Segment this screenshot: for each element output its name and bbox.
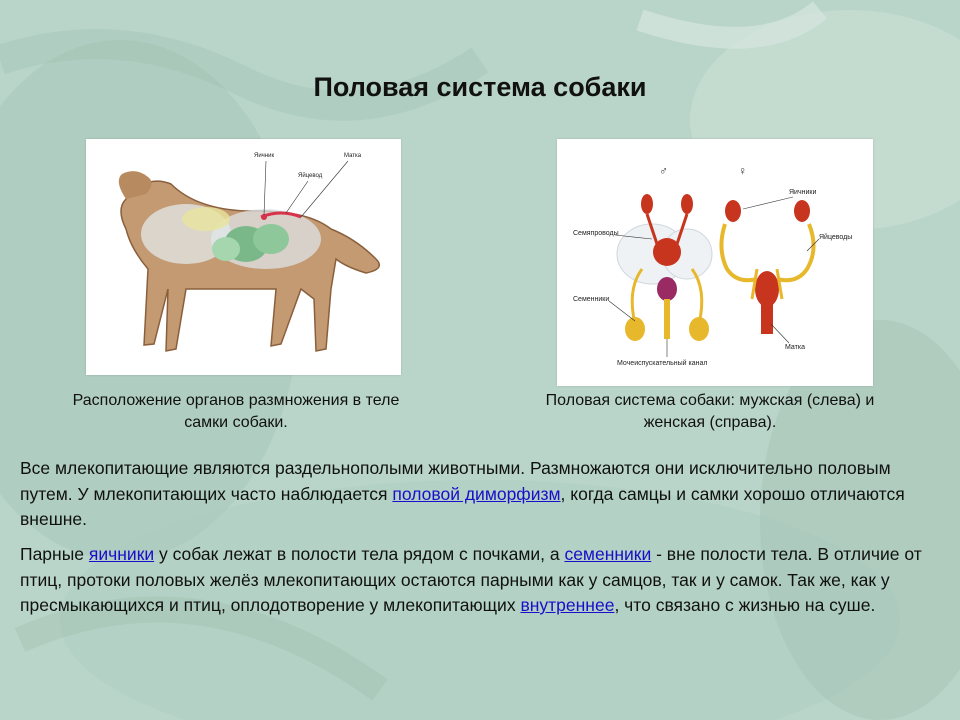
paragraph-dimorphism — [20, 456, 940, 533]
caption-left — [30, 390, 442, 434]
paragraph-reproductive-organs — [20, 542, 940, 619]
label-oviducts: Яйцеводы — [819, 234, 853, 241]
caption-right-line2: женская (справа). — [643, 414, 777, 431]
reproductive-system-image — [557, 139, 873, 386]
male-symbol: ♂ — [659, 164, 668, 178]
reproductive-system-figure — [557, 139, 873, 386]
caption-right — [500, 390, 920, 434]
label-ovaries: Яичники — [789, 189, 817, 196]
label-oviduct: Яйцевод — [298, 173, 323, 179]
paragraph2-text-a: Парные — [20, 544, 89, 564]
caption-left-line2: самки собаки. — [184, 414, 288, 431]
caption-left-line1: Расположение органов размножения в теле — [72, 392, 400, 409]
page-title: Половая система собаки — [313, 72, 647, 102]
label-urethra: Мочеиспускательный канал — [617, 360, 708, 367]
link-ovaries[interactable]: яичники — [88, 544, 155, 564]
link-sexual-dimorphism[interactable]: половой диморфизм — [392, 483, 561, 504]
label-uterus: Матка — [344, 153, 362, 159]
caption-right-line1: Половая система собаки: мужская (слева) и — [545, 392, 875, 409]
female-symbol: ♀ — [738, 164, 747, 178]
paragraph1-text-a: Все млекопитающие являются раздельнополыми животными. Размножаются они исключительно половым путем. У млекопитающих часто наблюдается — [20, 458, 891, 504]
label-testes: Семенники — [573, 296, 610, 303]
dog-anatomy-figure — [86, 139, 401, 375]
paragraph2-text-c: - вне полости тела. В отличие от птиц, протоки половых желёз млекопитающих остаются парными как у самцов, так и у самок. Так же, как у пресмыкающихся и птиц, оплодотворение у млекопитающих — [20, 544, 922, 615]
link-internal-fertilization[interactable]: внутреннее — [520, 595, 615, 615]
link-testes[interactable]: семенники — [564, 544, 652, 564]
paragraph1-text-b: , когда самцы и самки хорошо отличаются внешне. — [20, 483, 905, 529]
dog-anatomy-image — [86, 139, 401, 375]
label-vas-deferens: Семяпроводы — [573, 230, 619, 237]
label-ovary: Яичник — [254, 153, 275, 159]
paragraph2-text-b: у собак лежат в полости тела рядом с почками, а — [154, 544, 565, 564]
label-uterus-right: Матка — [785, 344, 805, 351]
paragraph2-text-d: , что связано с жизнью на суше. — [614, 595, 876, 615]
